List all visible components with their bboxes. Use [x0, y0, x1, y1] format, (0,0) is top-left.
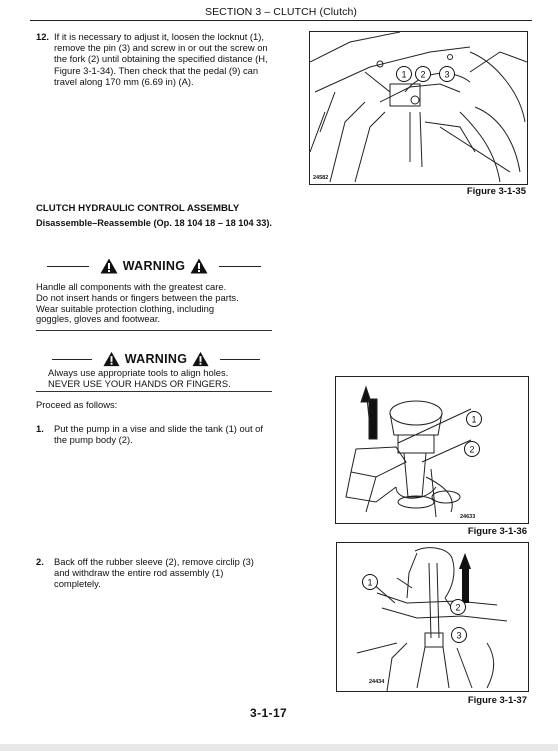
callout-label: 1: [401, 69, 407, 80]
figure-3-1-37: [336, 542, 529, 692]
rod-assembly-removal-illustration: [337, 543, 528, 691]
assembly-subheading: Disassemble–Reassemble (Op. 18 104 18 – 18 104 33).: [36, 218, 272, 228]
step-1: [36, 423, 276, 445]
step-12: [36, 31, 276, 87]
warning-1-line: goggles, gloves and footwear.: [36, 313, 161, 325]
warning-1-text: [36, 282, 272, 325]
figure-3-1-36-label: Figure 3-1-36: [467, 526, 527, 537]
step-2-number: 2.: [36, 556, 44, 567]
assembly-heading: CLUTCH HYDRAULIC CONTROL ASSEMBLY: [36, 203, 240, 214]
warning-1-rule: [36, 330, 272, 331]
warning-2-text: [48, 368, 268, 390]
step-1-number: 1.: [36, 423, 44, 434]
figure-3-1-35: [309, 31, 528, 185]
figure-3-1-35-id: 24582: [313, 175, 329, 181]
warning-1-line: Wear suitable protection clothing, including: [36, 302, 215, 314]
warning-1-label: WARNING: [122, 259, 186, 273]
warning-2-line: NEVER USE YOUR HANDS OR FINGERS.: [48, 377, 231, 389]
warning-line-right: [219, 266, 261, 267]
warning-2-label: WARNING: [124, 352, 188, 366]
figure-3-1-37-id: 24434: [369, 679, 385, 685]
proceed-text: Proceed as follows:: [36, 399, 118, 410]
warning-triangle-icon: [192, 351, 209, 367]
callout-label: 1: [367, 577, 373, 588]
warning-triangle-icon: [190, 258, 208, 274]
page-number: 3-1-17: [250, 706, 288, 720]
figure-3-1-37-label: Figure 3-1-37: [467, 695, 527, 706]
callout-label: 2: [420, 69, 426, 80]
warning-2-line: Always use appropriate tools to align holes.: [48, 367, 229, 378]
clutch-pedal-linkage-illustration: [310, 32, 527, 184]
warning-triangle-icon: [103, 351, 120, 367]
warning-line-left: [52, 359, 92, 360]
pump-in-vise-illustration: [336, 377, 528, 523]
section-header: SECTION 3 – CLUTCH (Clutch): [204, 6, 358, 18]
step-2: [36, 556, 276, 590]
step-12-number: 12.: [36, 31, 50, 42]
figure-3-1-35-label: Figure 3-1-35: [466, 186, 526, 197]
step-12-text: If it is necessary to adjust it, loosen the locknut (1), remove the pin (3) and screw in or out the screw on the fork (2) until obtaining the specified distance (H, Figure 3-1-34). Then check that the pedal (9) can travel along 170 mm (6.69 in) (A).: [54, 31, 268, 87]
warning-1-line: Handle all components with the greatest care.: [36, 281, 227, 292]
figure-3-1-36: [335, 376, 529, 524]
callout-label: 1: [471, 414, 477, 425]
step-2-text: Back off the rubber sleeve (2), remove circlip (3) and withdraw the entire rod assembly (1) completely.: [54, 556, 254, 590]
callout-label: 2: [455, 602, 461, 613]
warning-1-banner: [36, 258, 272, 274]
warning-line-right: [220, 359, 260, 360]
page-bottom-edge: [0, 744, 558, 751]
warning-line-left: [47, 266, 89, 267]
callout-label: 2: [469, 444, 475, 455]
step-1-text: Put the pump in a vise and slide the tank (1) out of the pump body (2).: [54, 423, 263, 446]
header-rule: [30, 20, 532, 21]
warning-1-line: Do not insert hands or fingers between the parts.: [36, 291, 239, 303]
warning-triangle-icon: [100, 258, 118, 274]
figure-3-1-36-id: 24633: [460, 514, 476, 520]
callout-label: 3: [444, 69, 450, 80]
warning-2-banner: [46, 351, 266, 367]
warning-2-rule: [36, 391, 272, 392]
callout-label: 3: [456, 630, 462, 641]
